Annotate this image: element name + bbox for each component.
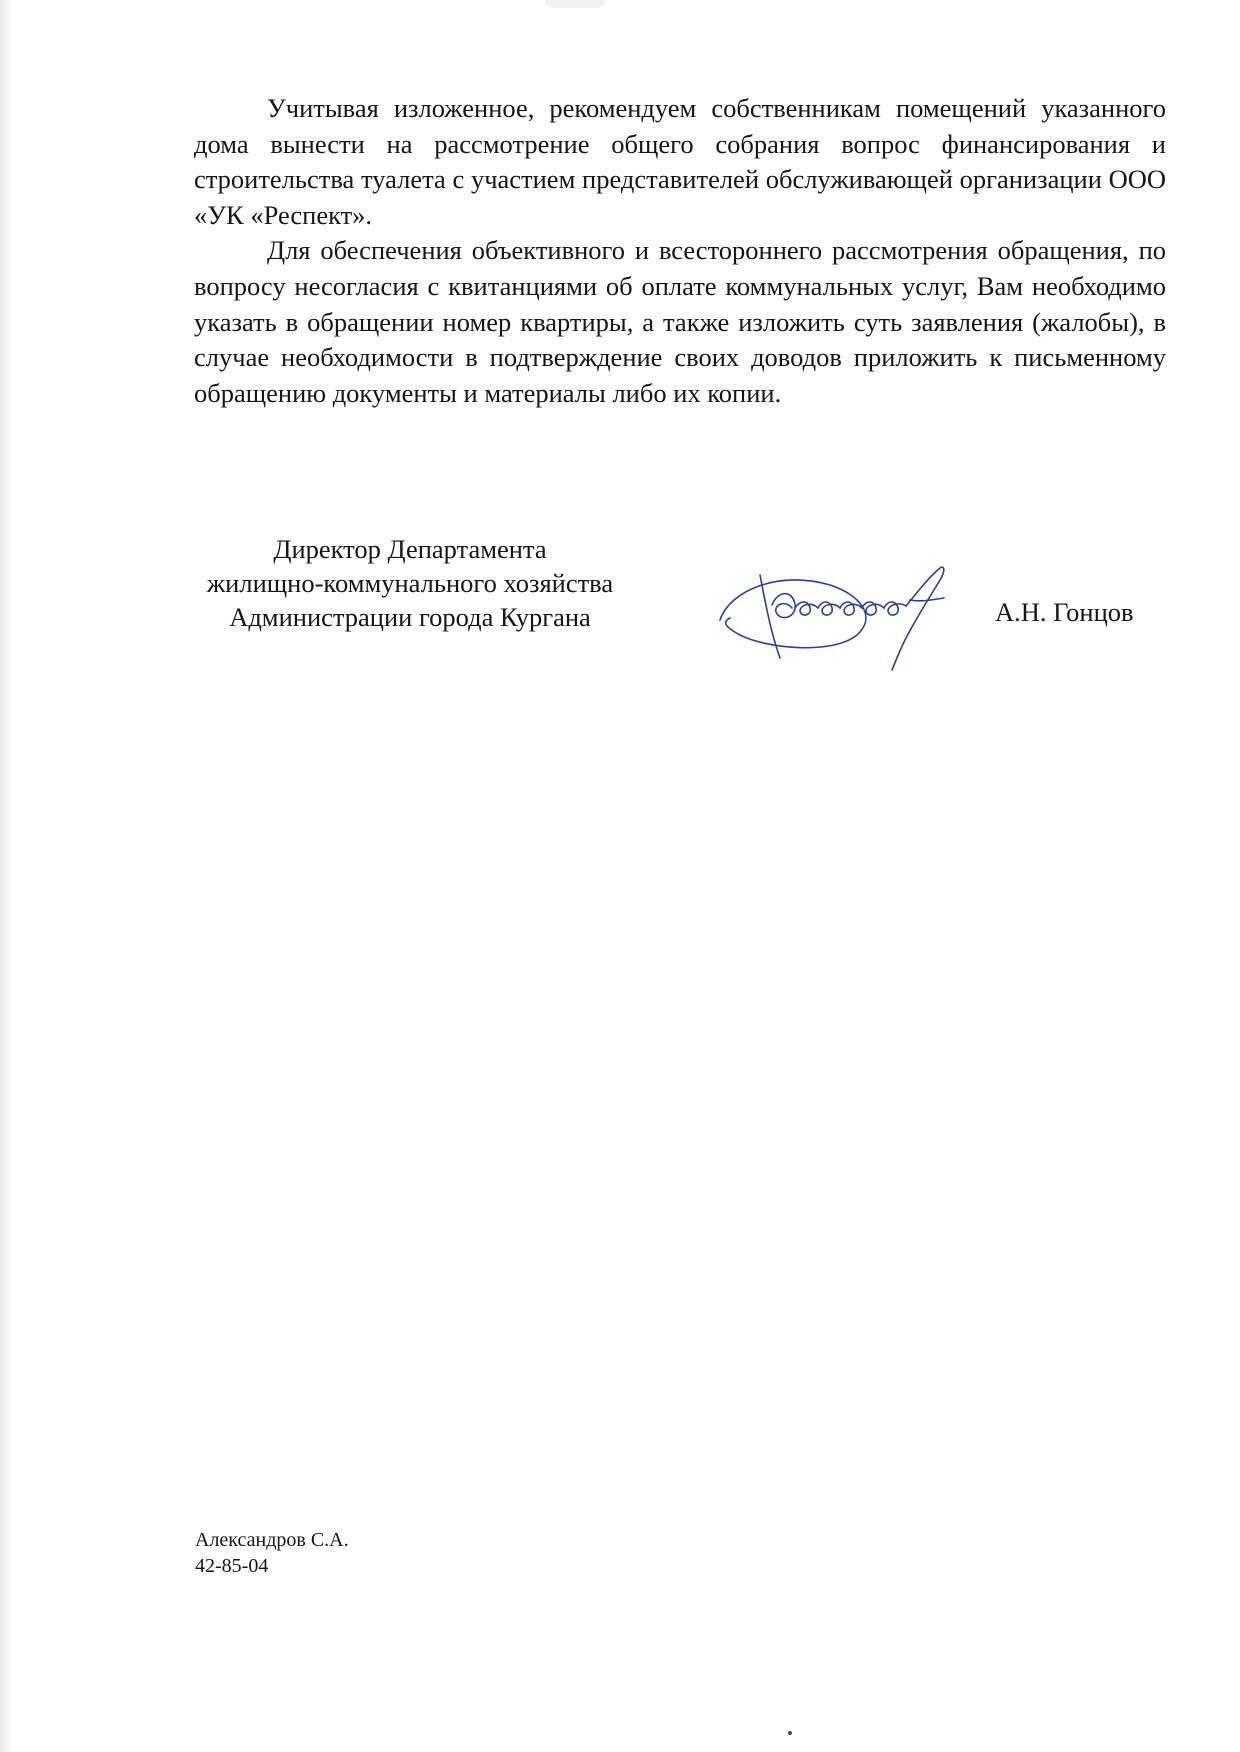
paragraph-recommendation: Учитывая изложенное, рекомендуем собственникам помещений указанного дома вынести на рассмотрение общего собрания вопрос финансирования и строительства туалета с участием представителей обслуживающей организации ООО «УК «Респект». (194, 93, 1166, 230)
scan-mark (545, 0, 605, 8)
handwritten-signature-image (700, 560, 1020, 675)
signatory-title-line-2: жилищно-коммунального хозяйства (206, 568, 614, 598)
letter-body (194, 91, 1166, 411)
signer-name: А.Н. Гонцов (995, 597, 1134, 627)
executor-name: Александров С.А. (195, 1529, 349, 1551)
executor-phone: 42-85-04 (195, 1555, 269, 1577)
signatory-title-line-3: Администрации города Кургана (229, 602, 591, 632)
signatory-title-line-1: Директор Департамента (273, 534, 547, 564)
executor-contact (195, 1527, 349, 1579)
signatory-title (160, 532, 660, 634)
scan-edge-shadow (0, 0, 14, 1752)
scan-speck (788, 1731, 792, 1735)
paragraph-instructions: Для обеспечения объективного и всестороннего рассмотрения обращения, по вопросу несогласия с квитанциями об оплате коммунальных услуг, Вам необходимо указать в обращении номер квартиры, а также изложить суть заявления (жалобы), в случае необходимости в подтверждение своих доводов приложить к письменному обращению документы и материалы либо их копии. (194, 235, 1166, 408)
